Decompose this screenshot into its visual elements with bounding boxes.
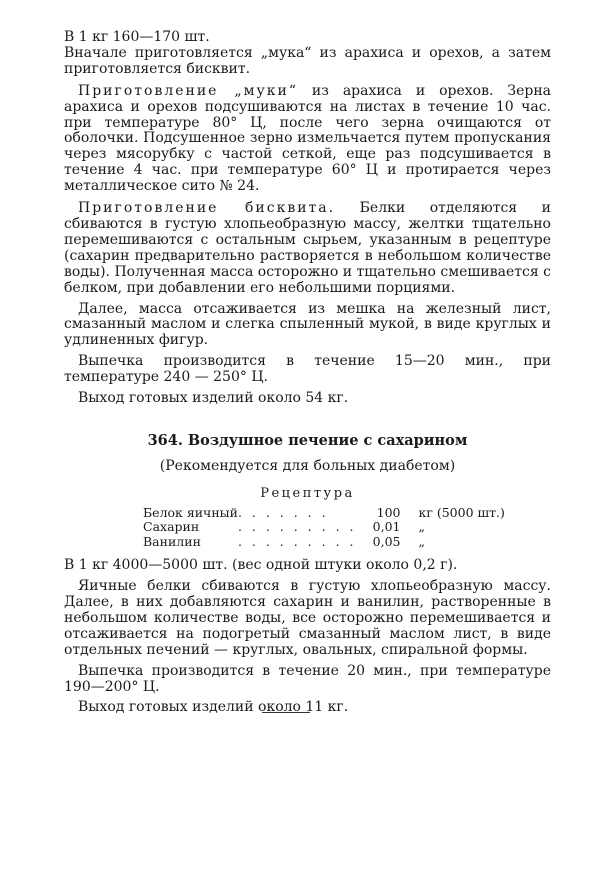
- ingredient-dots: . . . . . . . . .: [237, 533, 357, 549]
- flour-lead: Приготовление „муки“: [78, 82, 298, 99]
- biscuit-text: Белки отделяются и сбиваются в густую хлопьеобразную массу, желтки тщательно перемешиваются с остальным сырьем, указанным в рецептуре (сахарин предварительно растворяется в небольшом количестве воды). Полученная масса осторожно и тщательно смешивается с белком, при добавлении его небольшими порциями.: [64, 200, 551, 296]
- ingredient-unit: „: [418, 519, 425, 535]
- biscuit-lead: Приготовление бисквита.: [78, 200, 336, 217]
- biscuit-paragraph: [64, 201, 551, 296]
- yield-line: В 1 кг 160—170 шт.: [64, 29, 210, 45]
- ingredient-amount: 0,01: [372, 519, 401, 535]
- ingredient-amount: 0,05: [372, 533, 401, 549]
- recipe-label: Рецептура: [260, 485, 355, 501]
- method-text: Яичные белки сбиваются в густую хлопьеобразную массу. Далее, в них добавляются сахарин и ванилин, растворенные в небольшом количестве воды, все осторожно перемешивается и отсаживается на подогретый смазанный маслом лист, в виде отдельных печений — круглых, овальных, спиральной формы.: [64, 578, 551, 658]
- recipe-baking-text: Выпечка производится в течение 20 мин., при температуре 190—200° Ц.: [64, 662, 551, 695]
- baking-paragraph: [64, 354, 551, 386]
- output-paragraph: [64, 391, 551, 407]
- ingredient-name: Сахарин: [143, 519, 200, 535]
- baking-text: Выпечка производится в течение 15—20 мин., при температуре 240 — 250° Ц.: [64, 353, 551, 386]
- ingredient-row: [143, 520, 505, 535]
- ingredient-name: Ванилин: [143, 533, 201, 549]
- ingredient-unit: „: [418, 533, 425, 549]
- output-text: Выход готовых изделий около 54 кг.: [78, 390, 349, 407]
- flour-paragraph: [64, 84, 551, 195]
- shaping-paragraph: [64, 302, 551, 350]
- intro-note: Вначале приготовляется „мука“ из арахиса и орехов, а затем приготовляется бисквит.: [64, 44, 551, 77]
- flour-text: из арахиса и орехов. Зерна арахиса и орехов подсушиваются на листах в течение 10 час. при температуре 80° Ц, после чего зерна очищаются от оболочки. Подсушенное зерно измельчается путем пропускания через мясорубку с частой сеткой, еще раз подсушивается в течение 4 час. при температуре 60° Ц и протирается через металлическое сито № 24.: [64, 82, 551, 195]
- ingredient-unit: кг (5000 шт.): [418, 504, 505, 520]
- recipe-subtitle: (Рекомендуется для больных диабетом): [159, 457, 456, 474]
- ingredient-row: [143, 535, 505, 550]
- section-divider: [262, 712, 310, 713]
- recipe-output-text: Выход готовых изделий около 11 кг.: [78, 699, 349, 716]
- recipe-method: [64, 579, 551, 659]
- recipe-output: [64, 700, 551, 716]
- ingredients-table: [143, 506, 505, 550]
- ingredient-dots: . . . . . . .: [237, 504, 329, 520]
- recipe-baking: [64, 664, 551, 696]
- ingredient-row: [143, 506, 505, 521]
- page-content: [64, 30, 551, 716]
- ingredient-amount: 100: [376, 504, 401, 520]
- recipe-yield: В 1 кг 4000—5000 шт. (вес одной штуки около 0,2 г).: [64, 557, 458, 574]
- ingredient-dots: . . . . . . . . .: [237, 519, 357, 535]
- ingredient-name: Белок яичный: [143, 504, 238, 520]
- shaping-text: Далее, масса отсаживается из мешка на железный лист, смазанный маслом и слегка спыленный мукой, в виде круглых и удлиненных фигур.: [64, 300, 551, 349]
- recipe-heading: 364. Воздушное печение с сахарином: [147, 431, 468, 449]
